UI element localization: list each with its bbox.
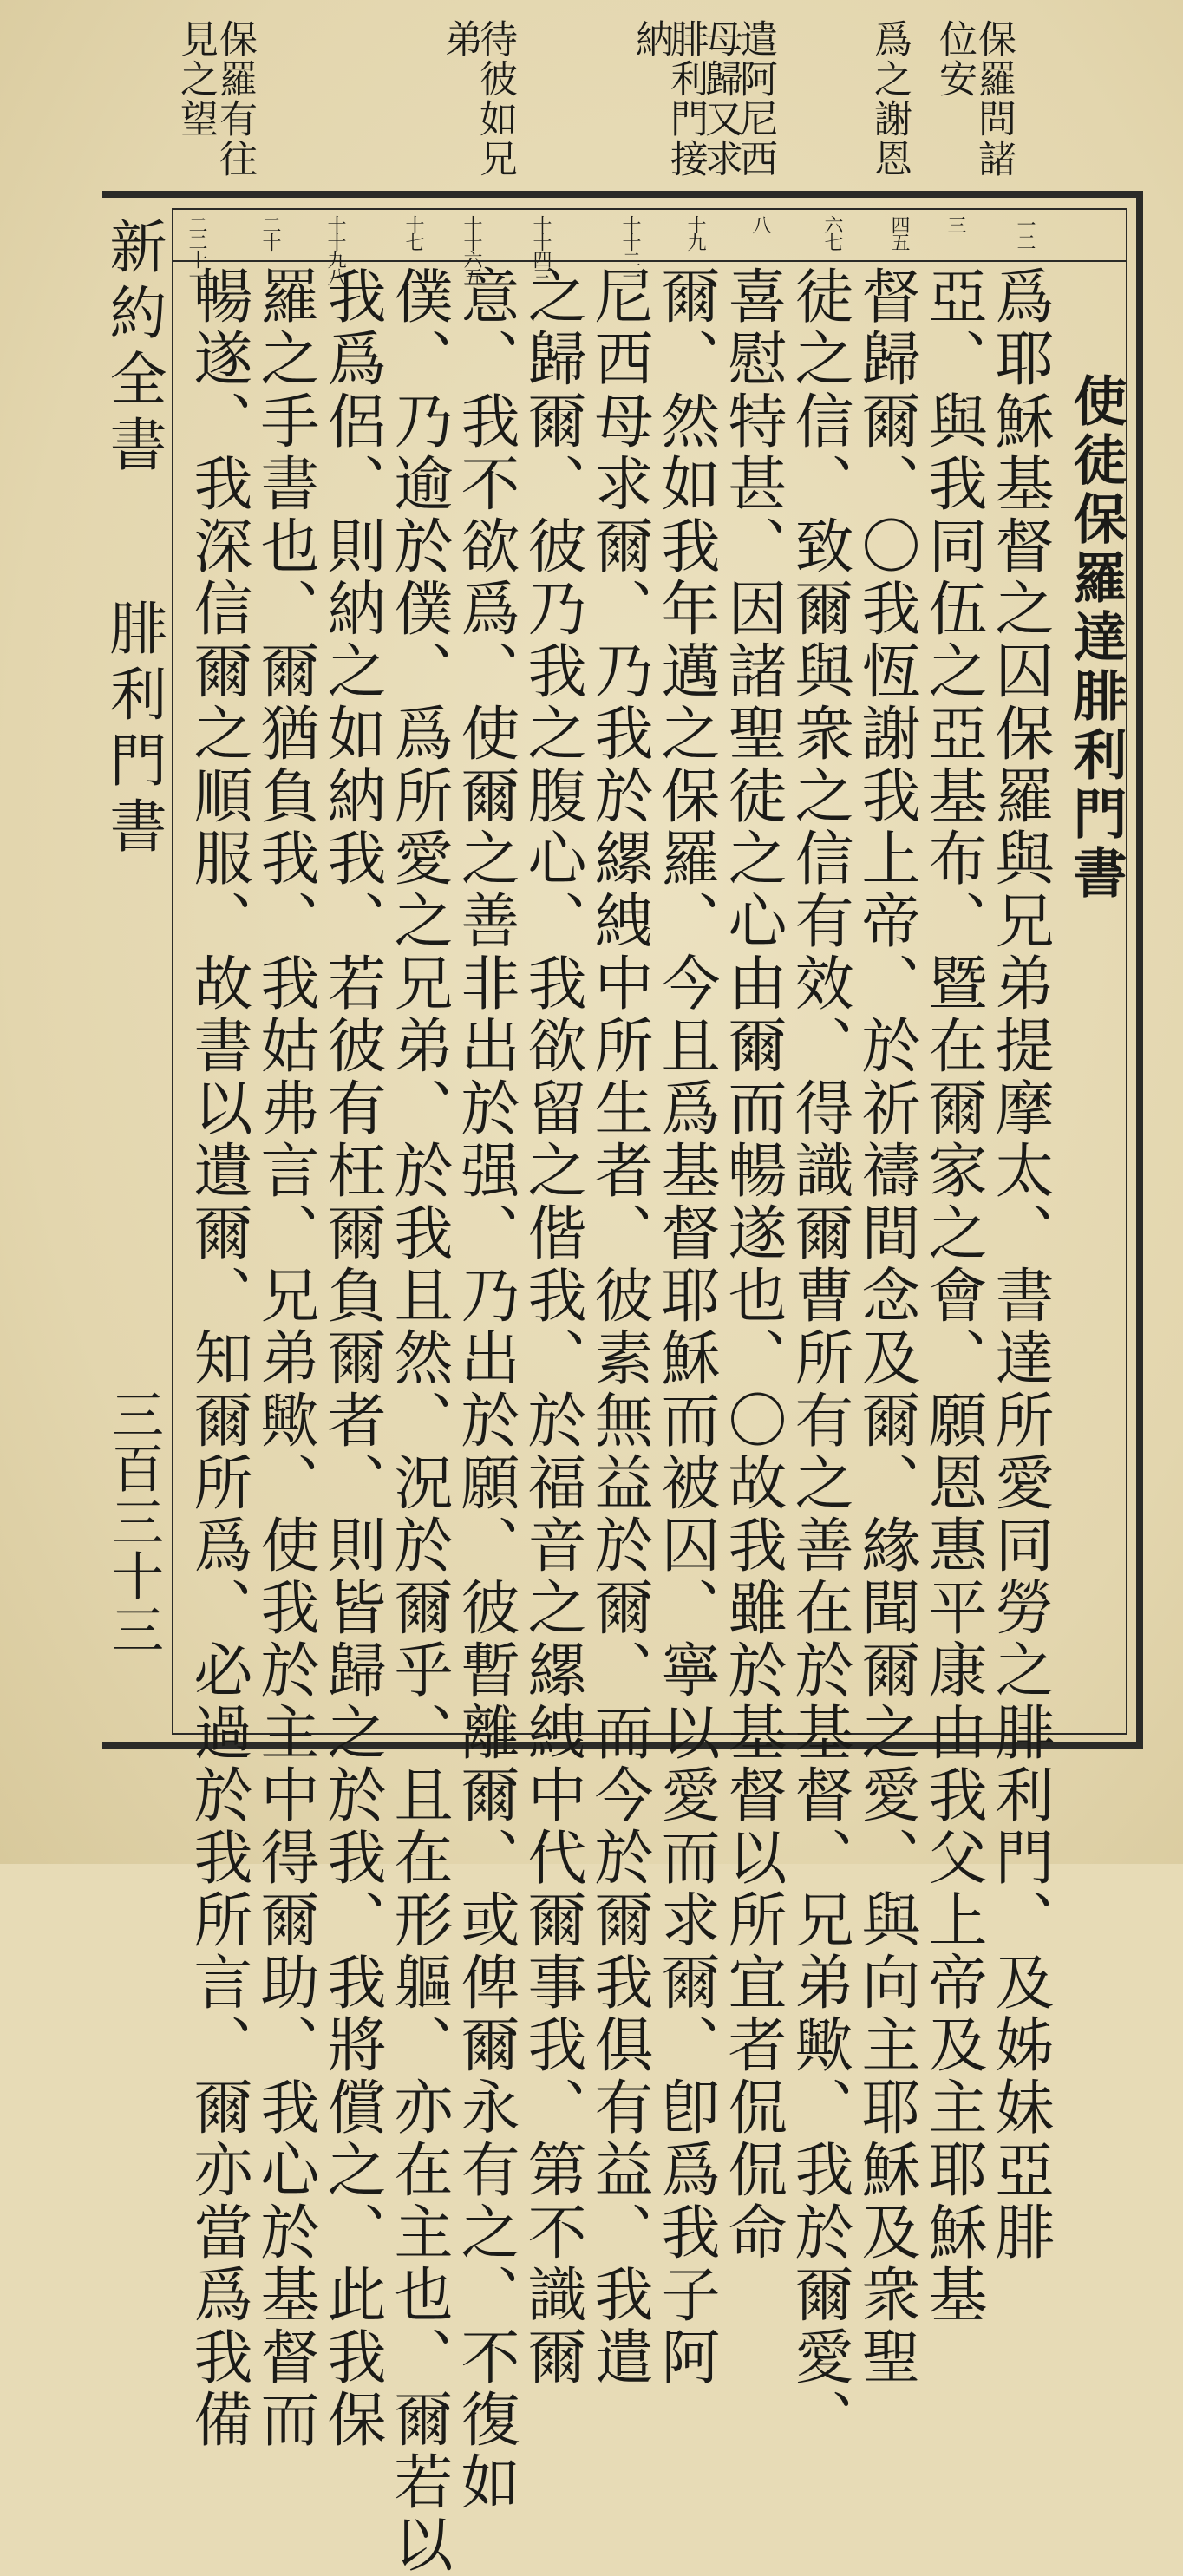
marginal-note-line: 遣阿尼西 bbox=[733, 19, 777, 179]
text-column: 之歸爾、彼乃我之腹心、我欲留之偕我、於福音之縲絏中代爾事我、第不識爾 bbox=[518, 265, 586, 2389]
text-column: 僕、乃逾於僕、爲所愛之兄弟、於我且然、況於爾乎、且在形軀、亦在主也、爾若以 bbox=[384, 265, 453, 2576]
verse-number: 十九 bbox=[684, 215, 706, 250]
marginal-note bbox=[867, 19, 911, 179]
marginal-note-line: 母歸又求 bbox=[698, 19, 742, 179]
verse-number: 二二十一 bbox=[186, 215, 207, 284]
text-column: 督歸爾、〇我恆謝我上帝、於祈禱間念及爾、緣聞爾之愛、與向主耶穌及衆聖 bbox=[852, 265, 920, 2389]
verse-number: 十十二一 bbox=[619, 215, 641, 284]
marginal-note bbox=[932, 19, 976, 99]
text-column: 羅之手書也、爾猶負我、我姑弗言、兄弟歟、使我於主中得爾助、我心於基督而 bbox=[251, 265, 319, 2451]
text-column: 爲耶穌基督之囚保羅與兄弟提摩太、書達所愛同勞之腓利門、及姊妹亞腓 bbox=[985, 265, 1054, 2264]
text-column: 喜慰特甚、因諸聖徒之心由爾而暢遂也、〇故我雖於基督以所宜者侃侃命 bbox=[718, 265, 787, 2264]
marginal-note-line: 腓利門接 bbox=[663, 19, 708, 179]
marginal-note bbox=[212, 19, 256, 179]
verse-number: 三 bbox=[944, 215, 966, 232]
verse-number: 二十 bbox=[259, 215, 281, 250]
text-column: 爾、然如我年邁之保羅、今且爲基督耶穌而被囚、寧以愛而求爾、卽爲我子阿 bbox=[651, 265, 720, 2389]
marginal-note bbox=[173, 19, 217, 139]
marginal-note-line: 位安 bbox=[932, 19, 977, 99]
marginal-note-line: 待彼如兄 bbox=[473, 19, 517, 179]
text-column: 暢遂、我深信爾之順服、故書以遺爾、知爾所爲、必過於我所言、爾亦當爲我備 bbox=[184, 265, 252, 2451]
marginal-note-line: 納 bbox=[629, 19, 673, 59]
text-column: 尼西母求爾、乃我於縲絏中所生者、彼素無益於爾、而今於爾我俱有益、我遣 bbox=[585, 265, 653, 2389]
marginal-note bbox=[438, 19, 481, 59]
verse-number: 四五 bbox=[888, 215, 910, 250]
page-number: 三百三十三 bbox=[103, 1388, 164, 1657]
marginal-note-line: 保羅問諸 bbox=[971, 19, 1016, 179]
page-title: 使徒保羅達腓利門書 bbox=[1064, 373, 1127, 904]
marginal-note bbox=[629, 19, 672, 59]
marginal-note-line: 爲之謝恩 bbox=[867, 19, 912, 179]
verse-number: 八 bbox=[749, 215, 771, 232]
marginal-note-line: 弟 bbox=[438, 19, 482, 59]
epistle-title: 腓利門書 bbox=[100, 598, 167, 862]
marginal-note-line: 見之望 bbox=[173, 19, 218, 139]
book-title: 新約全書 bbox=[100, 217, 167, 481]
verse-number: 十十九八 bbox=[324, 215, 346, 284]
text-column: 徒之信、致爾與衆之信有效、得識爾曹所有之善在於基督、兄弟歟、我於爾愛、 bbox=[785, 265, 853, 2451]
verse-number: 十十六五 bbox=[461, 215, 482, 284]
verse-number: 十十四三 bbox=[530, 215, 552, 284]
text-column: 意、我不欲爲、使爾之善非出於强、乃出於願、彼暫離爾、或俾爾永有之、不復如 bbox=[451, 265, 520, 2514]
text-column: 我爲侶、則納之如納我、若彼有枉爾負爾者、則皆歸之於我、我將償之、此我保 bbox=[317, 265, 386, 2451]
verse-number-rule bbox=[172, 260, 1127, 262]
verse-number: 一二 bbox=[1014, 215, 1036, 250]
marginal-note-line: 保羅有往 bbox=[212, 19, 257, 179]
text-column: 亞、與我同伍之亞基布、暨在爾家之會、願恩惠平康由我父上帝及主耶穌基 bbox=[918, 265, 987, 2326]
verse-number: 六七 bbox=[821, 215, 843, 250]
marginal-note bbox=[971, 19, 1015, 179]
verse-number: 十七 bbox=[402, 215, 424, 250]
